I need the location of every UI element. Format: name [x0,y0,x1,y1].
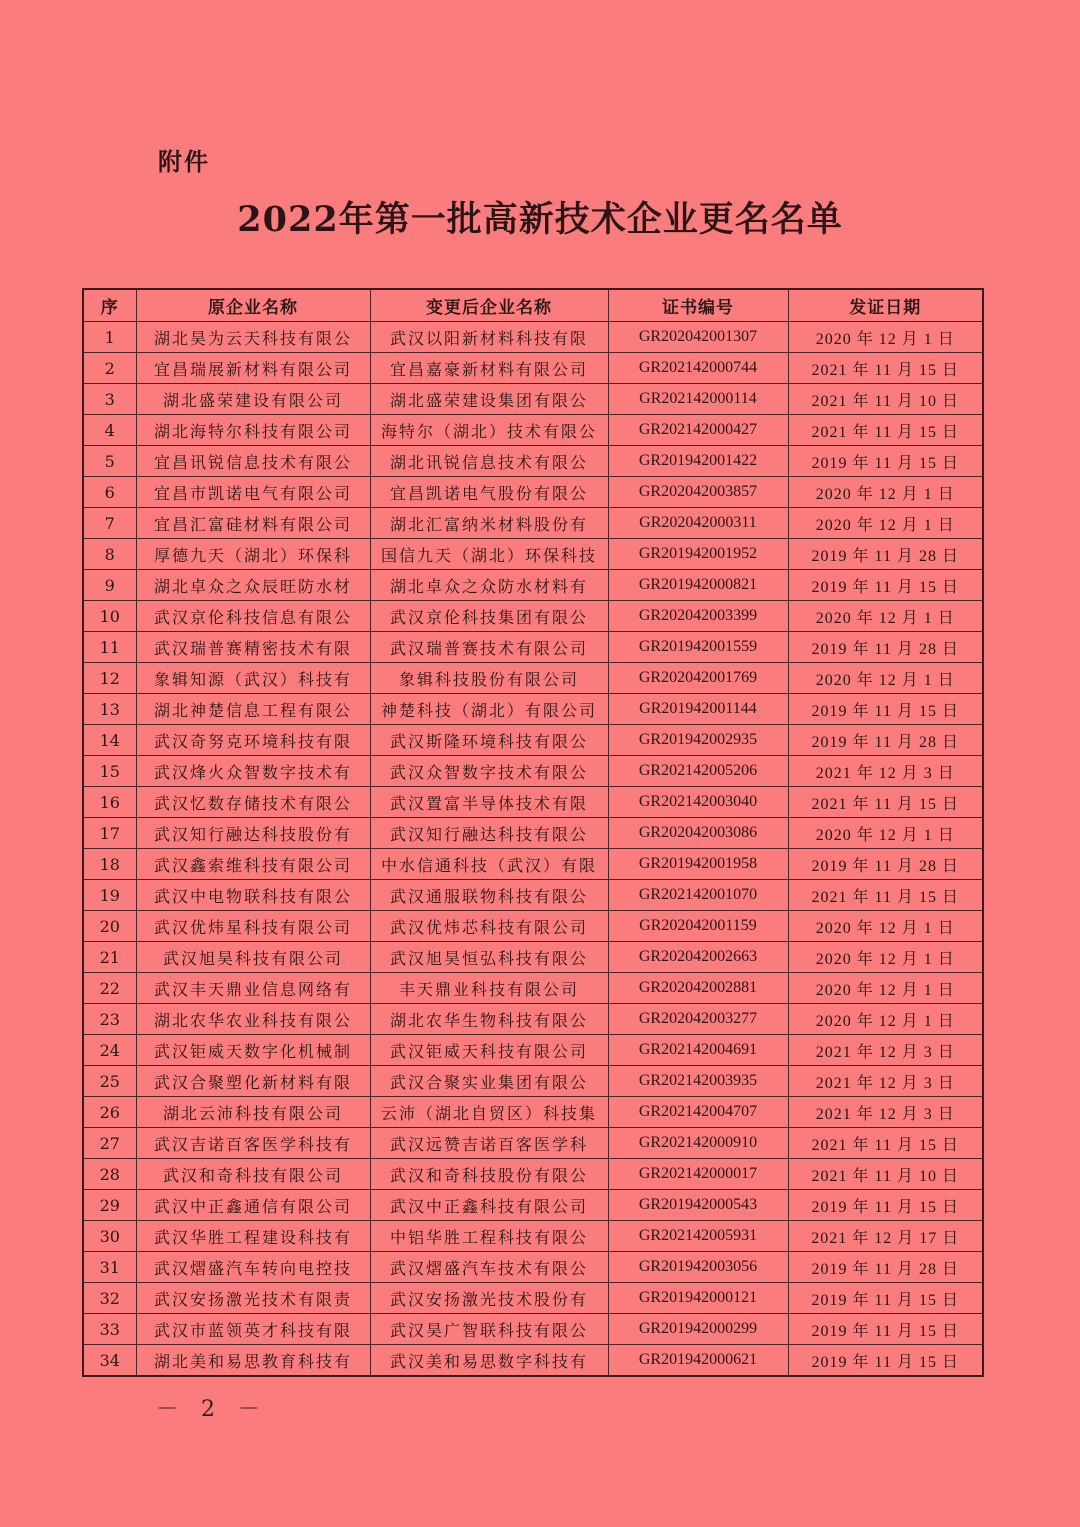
new-name-cell: 湖北卓众之众防水材料有 [370,570,608,601]
original-name-cell: 武汉中电物联科技有限公 [136,880,370,911]
new-name-cell: 湖北讯锐信息技术有限公 [370,446,608,477]
issue-date-cell: 2020 年 12 月 1 日 [788,663,983,694]
table-row [83,1314,983,1345]
issue-date-cell: 2021 年 12 月 3 日 [788,1066,983,1097]
issue-date-cell: 2020 年 12 月 1 日 [788,973,983,1004]
original-name-cell: 湖北云沛科技有限公司 [136,1097,370,1128]
new-name-cell: 武汉合聚实业集团有限公 [370,1066,608,1097]
row-index: 7 [83,508,136,539]
certificate-number-cell: GR202042000311 [608,508,788,539]
table-body [83,322,983,1377]
table-row [83,787,983,818]
table-row [83,1190,983,1221]
row-index: 8 [83,539,136,570]
original-name-cell: 厚德九天（湖北）环保科 [136,539,370,570]
original-name-cell: 武汉鑫索维科技有限公司 [136,849,370,880]
issue-date-cell: 2019 年 11 月 28 日 [788,632,983,663]
certificate-number-cell: GR202142003935 [608,1066,788,1097]
issue-date-cell: 2021 年 11 月 15 日 [788,353,983,384]
certificate-number-cell: GR201942000543 [608,1190,788,1221]
row-index: 3 [83,384,136,415]
new-name-cell: 武汉通服联物科技有限公 [370,880,608,911]
table-row [83,1283,983,1314]
certificate-number-cell: GR202042002663 [608,942,788,973]
issue-date-cell: 2019 年 11 月 15 日 [788,1283,983,1314]
new-name-cell: 湖北农华生物科技有限公 [370,1004,608,1035]
row-index: 18 [83,849,136,880]
certificate-number-cell: GR201942002935 [608,725,788,756]
row-index: 28 [83,1159,136,1190]
row-index: 25 [83,1066,136,1097]
table-row [83,1159,983,1190]
issue-date-cell: 2021 年 12 月 3 日 [788,756,983,787]
row-index: 23 [83,1004,136,1035]
table-row [83,322,983,353]
original-name-cell: 武汉中正鑫通信有限公司 [136,1190,370,1221]
certificate-number-cell: GR202142000114 [608,384,788,415]
issue-date-cell: 2021 年 12 月 3 日 [788,1035,983,1066]
row-index: 26 [83,1097,136,1128]
certificate-number-cell: GR202142004707 [608,1097,788,1128]
certificate-number-cell: GR202142003040 [608,787,788,818]
certificate-number-cell: GR202042001769 [608,663,788,694]
new-name-cell: 国信九天（湖北）环保科技 [370,539,608,570]
table-row [83,601,983,632]
table-row [83,508,983,539]
row-index: 27 [83,1128,136,1159]
issue-date-cell: 2020 年 12 月 1 日 [788,477,983,508]
certificate-number-cell: GR201942003056 [608,1252,788,1283]
certificate-number-cell: GR202142000427 [608,415,788,446]
original-name-cell: 宜昌瑞展新材料有限公司 [136,353,370,384]
table-row [83,911,983,942]
certificate-number-cell: GR202042003086 [608,818,788,849]
certificate-number-cell: GR202042001307 [608,322,788,353]
certificate-number-cell: GR202142005931 [608,1221,788,1252]
table-row [83,663,983,694]
table-row [83,1097,983,1128]
page-number: － 2 － [156,1397,268,1422]
new-name-cell: 中铝华胜工程科技有限公 [370,1221,608,1252]
issue-date-cell: 2020 年 12 月 1 日 [788,1004,983,1035]
new-name-cell: 武汉京伦科技集团有限公 [370,601,608,632]
row-index: 22 [83,973,136,1004]
table-row [83,1004,983,1035]
certificate-number-cell: GR201942001559 [608,632,788,663]
column-header-new-name: 变更后企业名称 [370,289,608,322]
row-index: 30 [83,1221,136,1252]
original-name-cell: 武汉钜威天数字化机械制 [136,1035,370,1066]
new-name-cell: 武汉瑞普赛技术有限公司 [370,632,608,663]
certificate-number-cell: GR202042003399 [608,601,788,632]
table-row [83,1066,983,1097]
original-name-cell: 武汉安扬激光技术有限责 [136,1283,370,1314]
issue-date-cell: 2020 年 12 月 1 日 [788,911,983,942]
new-name-cell: 武汉和奇科技股份有限公 [370,1159,608,1190]
row-index: 4 [83,415,136,446]
row-index: 32 [83,1283,136,1314]
issue-date-cell: 2020 年 12 月 1 日 [788,942,983,973]
table-row [83,539,983,570]
issue-date-cell: 2021 年 11 月 15 日 [788,415,983,446]
row-index: 9 [83,570,136,601]
certificate-number-cell: GR201942001958 [608,849,788,880]
issue-date-cell: 2019 年 11 月 15 日 [788,1190,983,1221]
row-index: 33 [83,1314,136,1345]
original-name-cell: 武汉旭昊科技有限公司 [136,942,370,973]
column-header-issue-date: 发证日期 [788,289,983,322]
new-name-cell: 武汉熠盛汽车技术有限公 [370,1252,608,1283]
certificate-number-cell: GR201942000121 [608,1283,788,1314]
certificate-number-cell: GR202042002881 [608,973,788,1004]
original-name-cell: 武汉知行融达科技股份有 [136,818,370,849]
original-name-cell: 武汉奇努克环境科技有限 [136,725,370,756]
table-row [83,1035,983,1066]
new-name-cell: 武汉斯隆环境科技有限公 [370,725,608,756]
row-index: 16 [83,787,136,818]
original-name-cell: 湖北农华农业科技有限公 [136,1004,370,1035]
row-index: 24 [83,1035,136,1066]
row-index: 1 [83,322,136,353]
row-index: 10 [83,601,136,632]
column-header-index: 序 [83,289,136,322]
certificate-number-cell: GR201942000621 [608,1345,788,1377]
original-name-cell: 武汉瑞普赛精密技术有限 [136,632,370,663]
original-name-cell: 武汉合聚塑化新材料有限 [136,1066,370,1097]
new-name-cell: 象辑科技股份有限公司 [370,663,608,694]
original-name-cell: 湖北海特尔科技有限公司 [136,415,370,446]
row-index: 20 [83,911,136,942]
new-name-cell: 武汉远赞吉诺百客医学科 [370,1128,608,1159]
row-index: 2 [83,353,136,384]
original-name-cell: 武汉市蓝领英才科技有限 [136,1314,370,1345]
issue-date-cell: 2020 年 12 月 1 日 [788,601,983,632]
issue-date-cell: 2019 年 11 月 15 日 [788,446,983,477]
table-row [83,1221,983,1252]
certificate-number-cell: GR202042003277 [608,1004,788,1035]
new-name-cell: 武汉钜威天科技有限公司 [370,1035,608,1066]
certificate-number-cell: GR202142001070 [608,880,788,911]
original-name-cell: 武汉丰天鼎业信息网络有 [136,973,370,1004]
row-index: 14 [83,725,136,756]
table-row [83,477,983,508]
new-name-cell: 武汉中正鑫科技有限公司 [370,1190,608,1221]
original-name-cell: 湖北美和易思教育科技有 [136,1345,370,1377]
original-name-cell: 宜昌市凯诺电气有限公司 [136,477,370,508]
issue-date-cell: 2020 年 12 月 1 日 [788,818,983,849]
table-row [83,849,983,880]
new-name-cell: 武汉安扬激光技术股份有 [370,1283,608,1314]
new-name-cell: 武汉置富半导体技术有限 [370,787,608,818]
issue-date-cell: 2019 年 11 月 28 日 [788,1252,983,1283]
issue-date-cell: 2019 年 11 月 15 日 [788,1314,983,1345]
new-name-cell: 宜昌凯诺电气股份有限公 [370,477,608,508]
new-name-cell: 神楚科技（湖北）有限公司 [370,694,608,725]
issue-date-cell: 2019 年 11 月 28 日 [788,539,983,570]
original-name-cell: 武汉忆数存储技术有限公 [136,787,370,818]
table-row [83,725,983,756]
new-name-cell: 武汉以阳新材料科技有限 [370,322,608,353]
attachment-label: 附件 [158,148,210,176]
row-index: 29 [83,1190,136,1221]
new-name-cell: 湖北汇富纳米材料股份有 [370,508,608,539]
certificate-number-cell: GR201942001144 [608,694,788,725]
row-index: 6 [83,477,136,508]
original-name-cell: 武汉和奇科技有限公司 [136,1159,370,1190]
new-name-cell: 云沛（湖北自贸区）科技集 [370,1097,608,1128]
original-name-cell: 湖北昊为云天科技有限公 [136,322,370,353]
new-name-cell: 武汉众智数字技术有限公 [370,756,608,787]
row-index: 5 [83,446,136,477]
original-name-cell: 武汉优炜星科技有限公司 [136,911,370,942]
new-name-cell: 武汉旭昊恒弘科技有限公 [370,942,608,973]
original-name-cell: 武汉华胜工程建设科技有 [136,1221,370,1252]
row-index: 31 [83,1252,136,1283]
new-name-cell: 武汉昊广智联科技有限公 [370,1314,608,1345]
new-name-cell: 丰天鼎业科技有限公司 [370,973,608,1004]
table-row [83,632,983,663]
column-header-certificate-number: 证书编号 [608,289,788,322]
table-row [83,384,983,415]
table-row [83,818,983,849]
new-name-cell: 武汉知行融达科技有限公 [370,818,608,849]
issue-date-cell: 2021 年 12 月 17 日 [788,1221,983,1252]
document-title: 2022年第一批高新技术企业更名名单 [237,199,843,240]
issue-date-cell: 2019 年 11 月 28 日 [788,725,983,756]
new-name-cell: 海特尔（湖北）技术有限公 [370,415,608,446]
new-name-cell: 中水信通科技（武汉）有限 [370,849,608,880]
original-name-cell: 湖北盛荣建设有限公司 [136,384,370,415]
new-name-cell: 武汉美和易思数字科技有 [370,1345,608,1377]
issue-date-cell: 2021 年 11 月 15 日 [788,787,983,818]
certificate-number-cell: GR202142004691 [608,1035,788,1066]
certificate-number-cell: GR201942001952 [608,539,788,570]
original-name-cell: 湖北卓众之众辰旺防水材 [136,570,370,601]
row-index: 11 [83,632,136,663]
original-name-cell: 湖北神楚信息工程有限公 [136,694,370,725]
table-row [83,880,983,911]
issue-date-cell: 2019 年 11 月 15 日 [788,570,983,601]
row-index: 21 [83,942,136,973]
certificate-number-cell: GR201942000299 [608,1314,788,1345]
original-name-cell: 象辑知源（武汉）科技有 [136,663,370,694]
issue-date-cell: 2020 年 12 月 1 日 [788,322,983,353]
new-name-cell: 湖北盛荣建设集团有限公 [370,384,608,415]
table-row [83,694,983,725]
original-name-cell: 宜昌汇富硅材料有限公司 [136,508,370,539]
certificate-number-cell: GR201942000821 [608,570,788,601]
table-header-row [83,289,983,322]
row-index: 13 [83,694,136,725]
table-row [83,446,983,477]
original-name-cell: 武汉熠盛汽车转向电控技 [136,1252,370,1283]
table-row [83,570,983,601]
issue-date-cell: 2019 年 11 月 15 日 [788,694,983,725]
original-name-cell: 武汉吉诺百客医学科技有 [136,1128,370,1159]
table-row [83,415,983,446]
original-name-cell: 武汉京伦科技信息有限公 [136,601,370,632]
new-name-cell: 武汉优炜芯科技有限公司 [370,911,608,942]
row-index: 15 [83,756,136,787]
certificate-number-cell: GR202042001159 [608,911,788,942]
row-index: 17 [83,818,136,849]
table-row [83,942,983,973]
certificate-number-cell: GR202142000744 [608,353,788,384]
table-row [83,756,983,787]
issue-date-cell: 2020 年 12 月 1 日 [788,508,983,539]
rename-list-table [82,288,984,1377]
certificate-number-cell: GR202142000017 [608,1159,788,1190]
issue-date-cell: 2021 年 11 月 15 日 [788,1128,983,1159]
new-name-cell: 宜昌嘉豪新材料有限公司 [370,353,608,384]
row-index: 12 [83,663,136,694]
certificate-number-cell: GR201942001422 [608,446,788,477]
certificate-number-cell: GR202042003857 [608,477,788,508]
issue-date-cell: 2019 年 11 月 15 日 [788,1345,983,1377]
row-index: 34 [83,1345,136,1377]
issue-date-cell: 2021 年 11 月 15 日 [788,880,983,911]
table-row [83,1252,983,1283]
column-header-original-name: 原企业名称 [136,289,370,322]
row-index: 19 [83,880,136,911]
issue-date-cell: 2021 年 12 月 3 日 [788,1097,983,1128]
issue-date-cell: 2019 年 11 月 28 日 [788,849,983,880]
certificate-number-cell: GR202142000910 [608,1128,788,1159]
table-row [83,1345,983,1377]
certificate-number-cell: GR202142005206 [608,756,788,787]
issue-date-cell: 2021 年 11 月 10 日 [788,1159,983,1190]
issue-date-cell: 2021 年 11 月 10 日 [788,384,983,415]
table-row [83,973,983,1004]
table-row [83,1128,983,1159]
table-row [83,353,983,384]
original-name-cell: 宜昌讯锐信息技术有限公 [136,446,370,477]
original-name-cell: 武汉烽火众智数字技术有 [136,756,370,787]
